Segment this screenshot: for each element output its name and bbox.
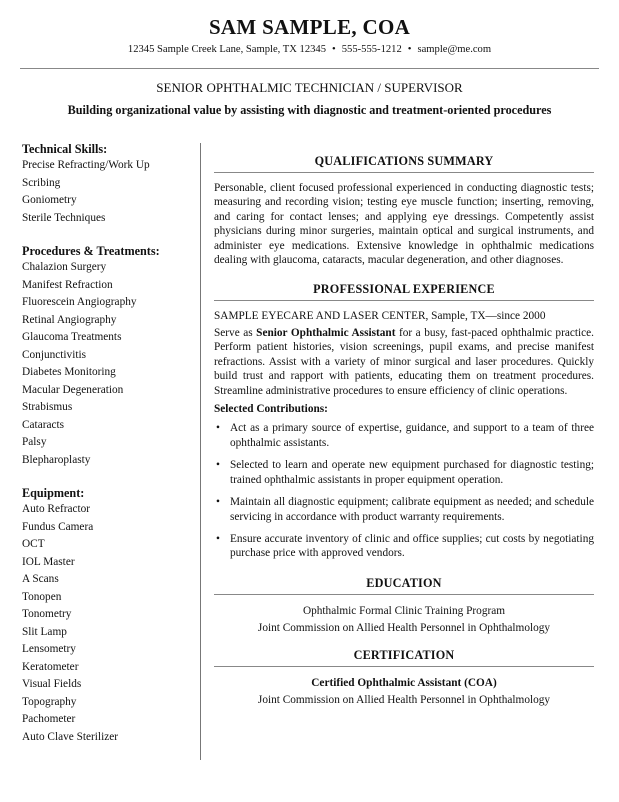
list-item (214, 421, 594, 450)
qualifications-text: Personable, client focused professional experienced in conducting diagnostic tests; measuring and recording vision; testing eye muscle function; inserting, removing, and caring for contact lenses; and applying eye dressings. Competently assist physicians during minor surgeries, maintain optical and surgical instruments, and administer eye medications. Extensive knowledge in ophthalmic medications dealing with glaucoma, cataracts, macular degeneration, and other diagnoses. (214, 182, 594, 267)
phone: 555-555-1212 (341, 44, 402, 55)
list-item: Topography (22, 695, 77, 708)
technical-skills (22, 141, 197, 227)
list-item: Scribing (22, 176, 61, 189)
email: sample@me.com (417, 44, 492, 55)
list-item: Glaucoma Treatments (22, 331, 122, 343)
list-item: Sterile Techniques (22, 211, 106, 224)
contact-line (0, 43, 619, 57)
list-item: Retinal Angiography (22, 313, 117, 326)
contributions-list (214, 421, 594, 560)
list-item: Auto Refractor (22, 503, 91, 515)
contribution-text: Ensure accurate inventory of clinic and office supplies; cut costs by negotiating purchase price with approved vendors. (230, 532, 594, 560)
list-item (214, 458, 594, 487)
list-item: IOL Master (22, 555, 75, 568)
list-item: Blepharoplasty (22, 453, 91, 466)
contributions-title: Selected Contributions: (214, 402, 328, 415)
certification-section (214, 647, 594, 709)
role-description (214, 326, 594, 398)
list-item: Lensometry (22, 643, 76, 655)
section-title: PROFESSIONAL EXPERIENCE (313, 282, 495, 297)
list-item: Diabetes Monitoring (22, 366, 116, 378)
bullet-icon: • (216, 459, 220, 472)
address: 12345 Sample Creek Lane, Sample, TX 12345 (127, 44, 327, 55)
bullet-icon: • (216, 496, 220, 509)
group-title: Procedures & Treatments: (22, 244, 160, 258)
list-item: Palsy (22, 436, 47, 448)
list-item: Fundus Camera (22, 520, 94, 533)
institution-name: Joint Commission on Allied Health Personnel in Ophthalmology (257, 621, 551, 634)
section-divider (214, 666, 594, 667)
list-item: Cataracts (22, 418, 65, 431)
column-divider (200, 143, 201, 760)
list-item: Strabismus (22, 401, 73, 413)
resume-header (0, 14, 619, 57)
header-divider (20, 68, 599, 69)
education-section (214, 575, 594, 637)
employer-line: SAMPLE EYECARE AND LASER CENTER, Sample, TX—since 2000 (214, 310, 546, 323)
contribution-text: Act as a primary source of expertise, guidance, and support to a team of three ophthalmic assistants. (230, 422, 594, 449)
equipment (22, 485, 197, 746)
tagline: Building organizational value by assisting with diagnostic and treatment-oriented procedures (67, 103, 552, 117)
list-item: Macular Degeneration (22, 383, 124, 396)
list-item: Chalazion Surgery (22, 261, 107, 273)
group-title: Technical Skills: (22, 142, 108, 156)
experience-section (214, 281, 594, 560)
list-item: Goniometry (22, 194, 77, 206)
list-item (214, 532, 594, 561)
contribution-text: Maintain all diagnostic equipment; calibrate equipment as needed; and schedule servicing in accordance with product warranty requirements. (230, 496, 594, 523)
certification-name: Certified Ophthalmic Assistant (COA) (311, 676, 497, 689)
list-item: Tonometry (22, 608, 72, 620)
group-title: Equipment: (22, 486, 85, 500)
separator-dot: • (407, 44, 412, 55)
section-title: CERTIFICATION (353, 647, 455, 662)
list-item: Keratometer (22, 660, 79, 673)
list-item: Manifest Refraction (22, 278, 113, 291)
list-item: OCT (22, 538, 45, 550)
qualifications-section (214, 153, 594, 267)
section-divider (214, 300, 594, 301)
contribution-text: Selected to learn and operate new equipment purchased for diagnostic testing; trained ophthalmic assistants in proper equipment operation. (230, 459, 594, 486)
list-item: A Scans (22, 573, 59, 585)
section-title: EDUCATION (366, 575, 442, 590)
skills-sidebar (22, 141, 197, 762)
list-item: Fluorescein Angiography (22, 296, 137, 308)
list-item: Precise Refracting/Work Up (22, 159, 150, 171)
institution-name: Joint Commission on Allied Health Personnel in Ophthalmology (257, 693, 551, 706)
main-column (214, 153, 594, 709)
list-item: Slit Lamp (22, 625, 67, 638)
list-item: Pachometer (22, 713, 76, 725)
list-item: Visual Fields (22, 678, 82, 690)
section-divider (214, 594, 594, 595)
separator-dot: • (332, 44, 336, 55)
desc-body: for a busy, fast-paced ophthalmic practice. Perform patient histories, vision screenings, pupil exams, and precise manifest refractions. Assist with a variety of minor surgical and laser procedures. Quickly build trust and rapport with patients, educating them on treatment procedures. Streamline administrative procedures to ensure efficiency of clinic operations. (214, 326, 594, 397)
list-item: Tonopen (22, 590, 62, 603)
section-title: QUALIFICATIONS SUMMARY (314, 154, 494, 168)
bullet-icon: • (216, 422, 220, 435)
list-item (214, 495, 594, 524)
section-divider (214, 172, 594, 173)
list-item: Auto Clave Sterilizer (22, 730, 118, 743)
bullet-icon: • (216, 532, 220, 545)
procedures-treatments (22, 243, 197, 469)
role-title: Senior Ophthalmic Assistant (256, 326, 396, 339)
list-item: Conjunctivitis (22, 348, 87, 361)
desc-lead: Serve as (214, 326, 257, 339)
program-name: Ophthalmic Formal Clinic Training Program (302, 604, 506, 617)
job-title: SENIOR OPHTHALMIC TECHNICIAN / SUPERVISOR (156, 80, 463, 95)
candidate-name: SAM SAMPLE, COA (208, 15, 411, 39)
